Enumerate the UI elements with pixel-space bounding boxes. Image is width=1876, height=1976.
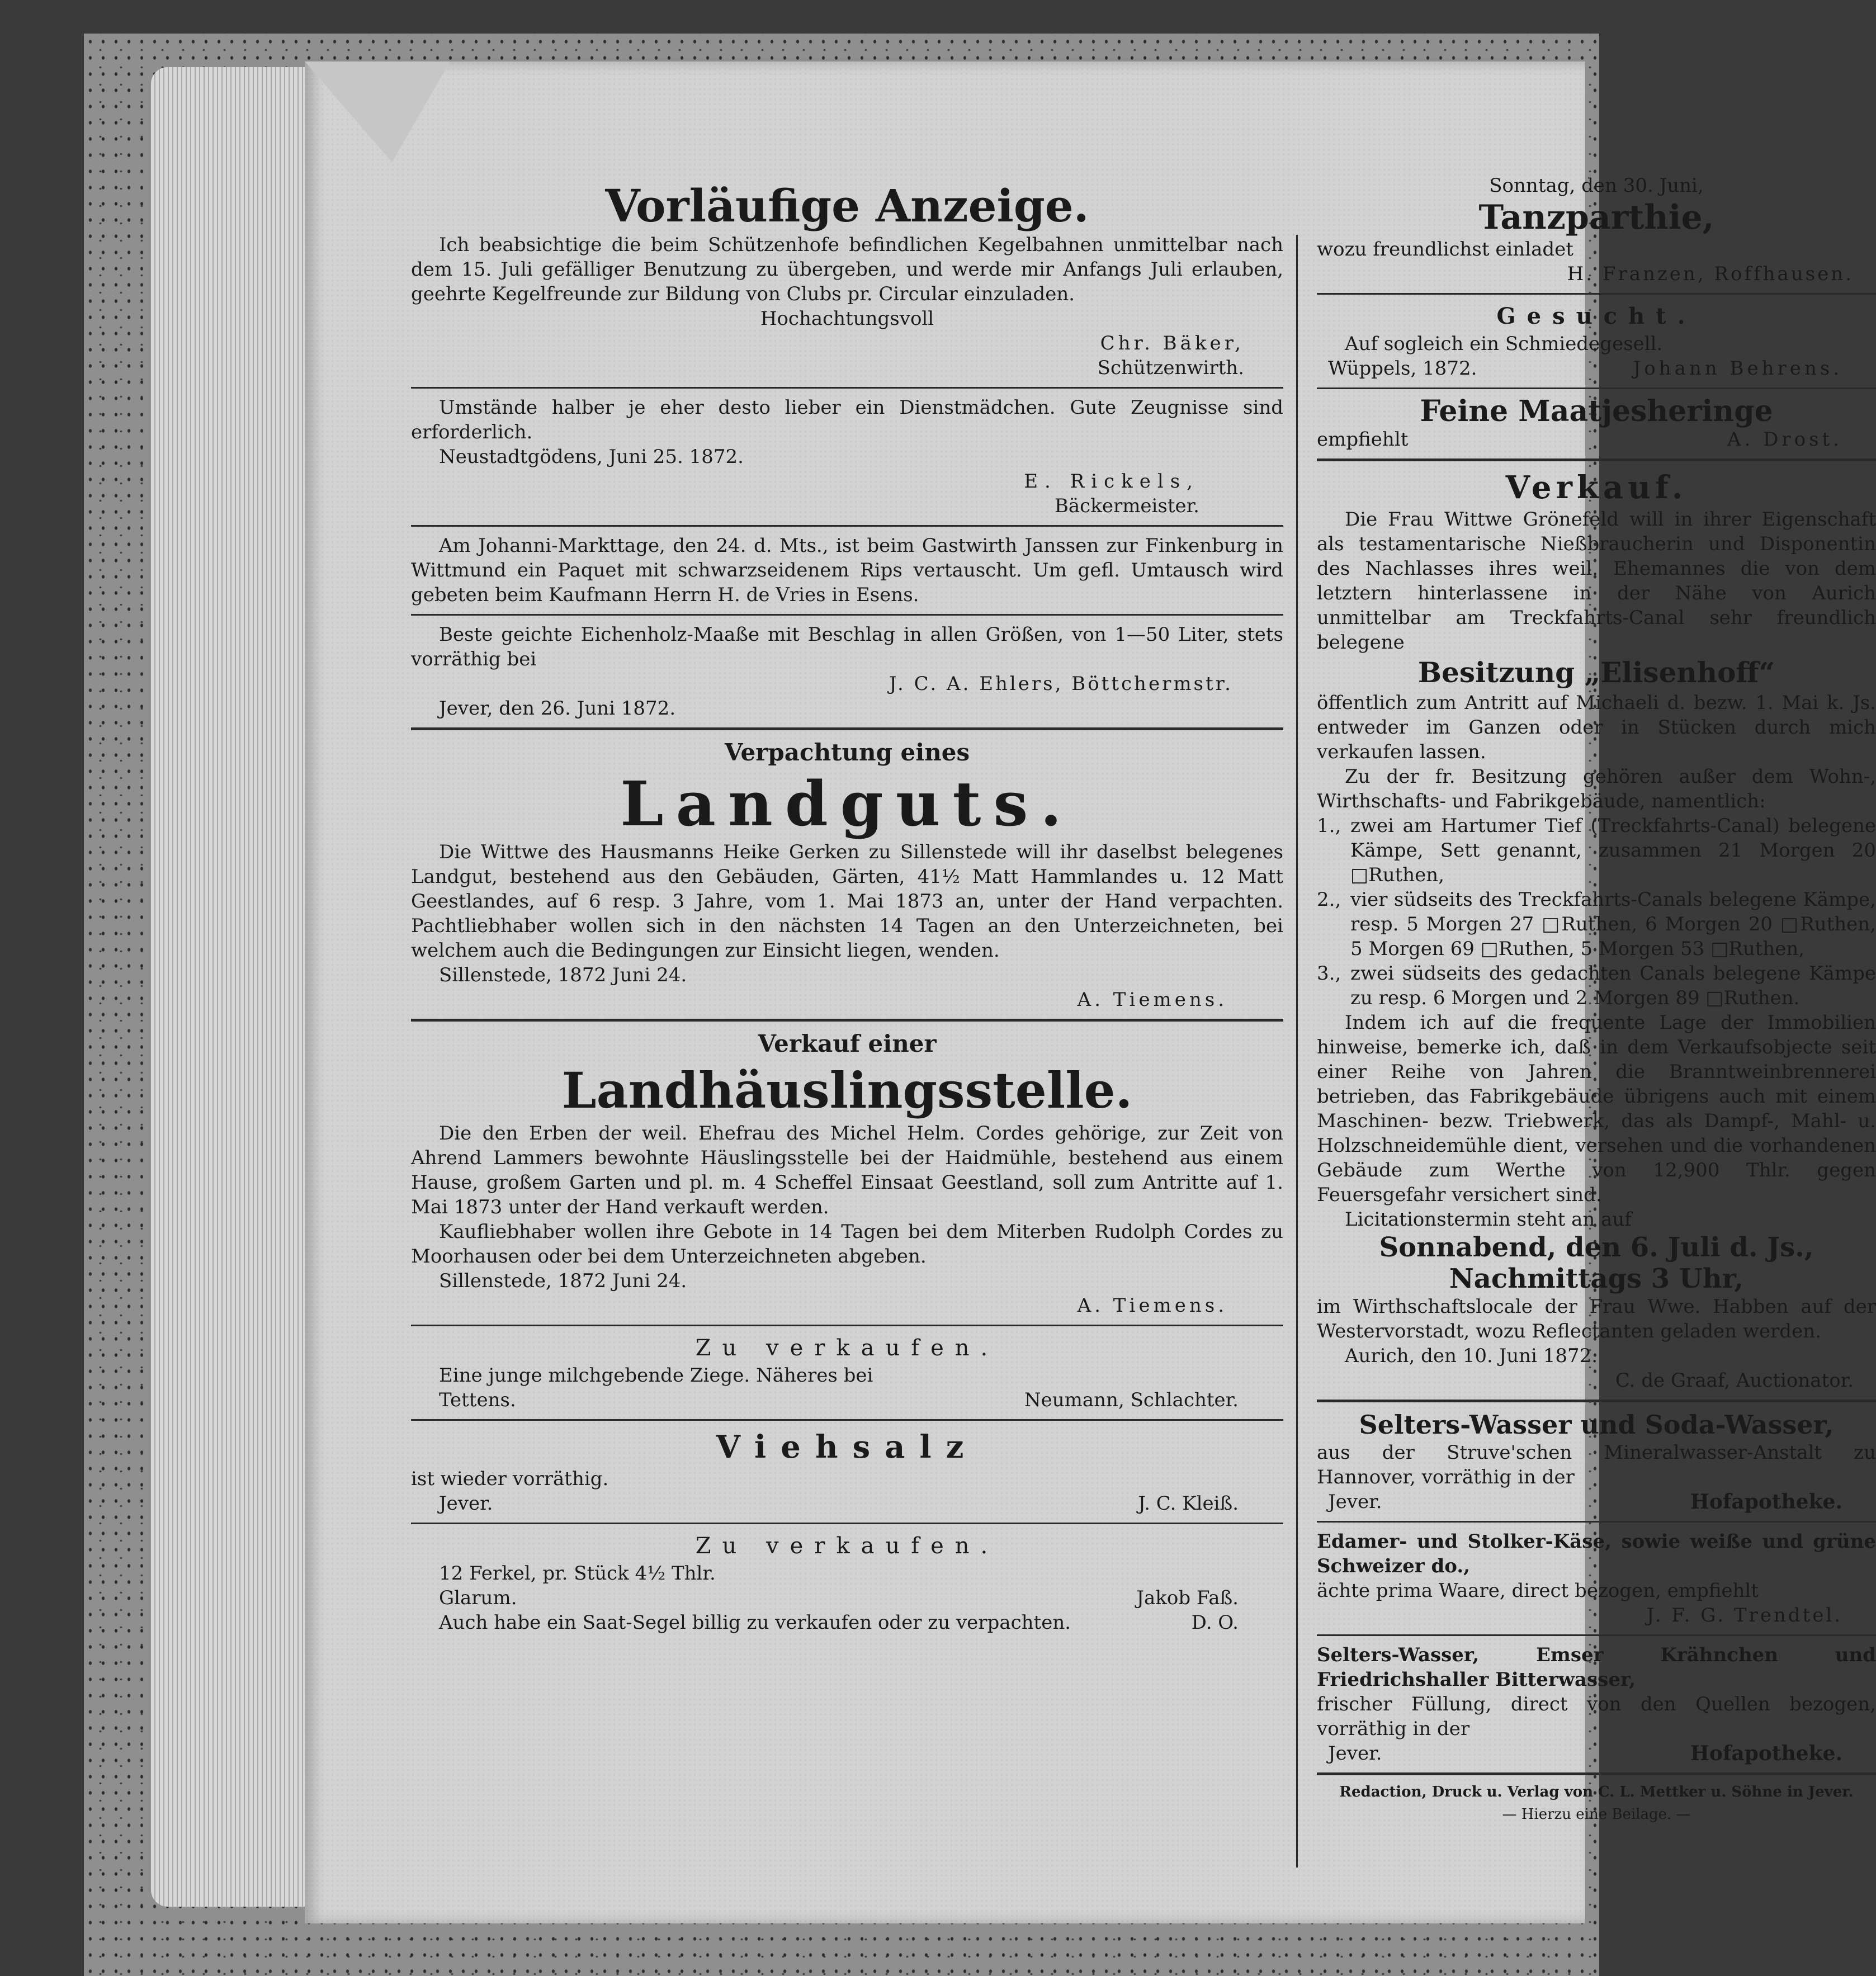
ad-place: Jever.	[1328, 1491, 1382, 1513]
ad-body: Die den Erben der weil. Ehefrau des Michel Helm. Cordes gehörige, zur Zeit von Ahrend Lammers bewohnte Häuslingsstelle bei der Haidmühle, bestehend aus einem Hause, großem Garten und pl. m. 4 Scheffel Einsaat Geestland, soll zum Antritte auf 1. Mai 1873 unter der Hand verkauft werden.	[411, 1122, 1283, 1218]
ad-body: frischer Füllung, direct von den Quellen bezogen, vorräthig in der	[1317, 1693, 1876, 1740]
separator	[411, 614, 1283, 616]
ad-body: Die Frau Wittwe Grönefeld will in ihrer Eigenschaft als testamentarische Nießbraucherin und Disponentin des Nachlasses ihres weil. Ehemannes die von dem letztern hinterlassene in der Nähe von Aurich unmittelbar am Treckfahrts-Canal sehr freundlich belegene	[1317, 508, 1876, 654]
ad-johanni-markt	[411, 533, 1283, 607]
ad-place-date: Neustadtgödens, Juni 25. 1872.	[439, 446, 744, 468]
separator	[1317, 387, 1876, 389]
ad-place-date: Jever, den 26. Juni 1872.	[439, 697, 676, 720]
ad-selters-emser	[1317, 1643, 1876, 1766]
list-item-number: 1.,	[1317, 815, 1341, 837]
ad-body-2: öffentlich zum Antritt auf Michaeli d. bezw. 1. Mai k. Js. entweder im Ganzen oder in Stücken durch mich verkaufen lassen.	[1317, 692, 1876, 763]
ad-signature: J. C. A. Ehlers, Böttchermstr.	[889, 673, 1233, 695]
ad-place: Tettens.	[439, 1389, 516, 1411]
ad-signature: A. Tiemens.	[1077, 1294, 1227, 1317]
list-item-number: 2.,	[1317, 888, 1341, 911]
ad-signature: Jakob Faß.	[1136, 1587, 1239, 1609]
ad-auction-time: Nachmittags 3 Uhr,	[1449, 1263, 1744, 1294]
separator	[411, 1325, 1283, 1326]
ad-body-3: Zu der fr. Besitzung gehören außer dem Wohn-, Wirthschafts- und Fabrikgebäude, namentlich:	[1317, 765, 1876, 812]
ad-title: Zu verkaufen.	[695, 1533, 999, 1559]
column-divider	[1296, 235, 1298, 1868]
ad-maatjesheringe	[1317, 396, 1876, 452]
ad-body-6: im Wirthschaftslocale der Frau Wwe. Habben auf der Westervorstadt, wozu Reflectanten geladen werden.	[1317, 1296, 1876, 1342]
ad-title-large: Landguts.	[620, 768, 1074, 840]
ad-place-date: Aurich, den 10. Juni 1872.	[1345, 1345, 1598, 1367]
ad-body: Umstände halber je eher desto lieber ein Dienstmädchen. Gute Zeugnisse sind erforderlich.	[411, 396, 1283, 443]
ad-signature: J. C. Kleiß.	[1138, 1492, 1239, 1515]
separator	[1317, 458, 1876, 461]
list-item	[1317, 887, 1876, 961]
separator	[411, 1019, 1283, 1022]
ad-tanzparthie	[1317, 173, 1876, 286]
ad-body: ächte prima Waare, direct bezogen, empfiehlt	[1317, 1580, 1759, 1602]
ad-place-date: Sillenstede, 1872 Juni 24.	[439, 964, 687, 986]
ad-estate-name: Besitzung „Elisenhoff“	[1417, 656, 1775, 689]
ad-title: Zu verkaufen.	[695, 1335, 999, 1361]
separator	[411, 1419, 1283, 1421]
ad-verkauf-elisenhoff	[1317, 468, 1876, 1393]
ad-auction-date: Sonnabend, den 6. Juli d. Js.,	[1379, 1232, 1814, 1263]
ad-signature: J. F. G. Trendtel.	[1646, 1604, 1842, 1627]
ad-title: Selters-Wasser, Emser Krähnchen und Friedrichshaller Bitterwasser,	[1317, 1644, 1876, 1691]
ad-landhaeuslingsstelle	[411, 1028, 1283, 1318]
ad-ziege	[411, 1333, 1283, 1412]
ad-body: Ich beabsichtige die beim Schützenhofe befindlichen Kegelbahnen unmittelbar nach dem 15. Juli gefälliger Benutzung zu übergeben, und werde mir Anfangs Juli erlauben, geehrte Kegelfreunde zur Bildung von Clubs pr. Circular einzuladen.	[411, 234, 1283, 305]
ad-date: Sonntag, den 30. Juni,	[1489, 174, 1704, 197]
ad-signature: Hofapotheke.	[1690, 1742, 1842, 1765]
ad-subtitle: wozu freundlichst einladet	[1317, 238, 1573, 261]
ad-maasse	[411, 622, 1283, 721]
ad-title-large: Landhäuslingsstelle.	[561, 1061, 1133, 1119]
separator	[1317, 1400, 1876, 1402]
separator	[411, 1523, 1283, 1524]
ad-title: Verkauf.	[1505, 469, 1688, 506]
ad-body-2: Auch habe ein Saat-Segel billig zu verkaufen oder zu verpachten.	[439, 1611, 1071, 1634]
ad-body: Die Wittwe des Hausmanns Heike Gerken zu Sillenstede will ihr daselbst belegenes Landgut, bestehend aus den Gebäuden, Gärten, 41½ Matt Hammlandes u. 12 Matt Geestlandes, auf 6 resp. 3 Jahre, vom 1. Mai 1873 an, unter der Hand verpachten. Pachtliebhaber wollen sich in den nächsten 14 Tagen an den Unterzeichneten, bei welchem auch die Bedingungen zur Einsicht liegen, wenden.	[411, 841, 1283, 962]
ad-signature-title: Schützenwirth.	[1097, 357, 1244, 379]
ad-signature: Chr. Bäker,	[1100, 332, 1244, 354]
ad-title: Viehsalz	[716, 1429, 979, 1466]
ad-title: Gesucht.	[1496, 303, 1697, 329]
ad-place-date: Sillenstede, 1872 Juni 24.	[439, 1270, 687, 1292]
separator	[411, 387, 1283, 389]
ad-vorlaeufige-anzeige	[411, 179, 1283, 380]
ad-body-4: Indem ich auf die frequente Lage der Immobilien hinweise, bemerke ich, daß in dem Verkaufsobjecte seit einer Reihe von Jahren die Branntweinbrennerei betrieben, das Fabrikgebäude übrigens auch mit einem Maschinen- bezw. Triebwerk, das als Dampf-, Mahl- u. Holzschneidemühle dient, versehen und die vorhandenen Gebäude zum Werthe von 12,900 Thlr. gegen Feuersgefahr versichert sind.	[1317, 1011, 1876, 1206]
left-column	[411, 179, 1283, 1641]
ad-signature: A. Drost.	[1727, 428, 1842, 451]
list-item	[1317, 814, 1876, 887]
ad-body-2: Kaufliebhaber wollen ihre Gebote in 14 Tagen bei dem Miterben Rudolph Cordes zu Moorhausen oder bei dem Unterzeichneten abgeben.	[411, 1221, 1283, 1268]
list-item-text: zwei am Hartumer Tief (Treckfahrts-Canal) belegene Kämpe, Sett genannt, zusammen 21 Morgen 20 □Ruthen,	[1350, 815, 1876, 886]
ad-selters-soda	[1317, 1409, 1876, 1514]
ad-place-date: Wüppels, 1872.	[1328, 357, 1477, 380]
ad-signature-2: D. O.	[1191, 1611, 1239, 1634]
ad-signature: Johann Behrens.	[1633, 357, 1842, 380]
ad-text: empfiehlt	[1317, 428, 1409, 451]
ad-signature: Hofapotheke.	[1690, 1490, 1842, 1514]
ad-dienstmaedchen	[411, 395, 1283, 518]
list-item-number: 3.,	[1317, 962, 1341, 985]
ad-body: aus der Struve'schen Mineralwasser-Anstalt zu Hannover, vorräthig in der	[1317, 1441, 1876, 1488]
ad-gesucht	[1317, 301, 1876, 381]
ad-signature: A. Tiemens.	[1077, 989, 1227, 1011]
newspaper-page	[305, 62, 1876, 1923]
ad-title: Vorläufige Anzeige.	[605, 179, 1089, 232]
ad-title: Feine Maatjesheringe	[1420, 394, 1773, 428]
ad-title: Verpachtung eines	[724, 739, 970, 766]
ad-title: Edamer- und Stolker-Käse, sowie weiße und grüne Schweizer do.,	[1317, 1530, 1876, 1577]
ad-signature: H. Franzen, Roffhausen.	[1567, 263, 1854, 285]
ad-body: Auf sogleich ein Schmiedegesell.	[1345, 333, 1663, 355]
separator	[1317, 1521, 1876, 1523]
ad-place: Glarum.	[439, 1587, 517, 1609]
footer-supplement: — Hierzu eine Beilage. —	[1502, 1806, 1691, 1823]
ad-signature: E. Rickels,	[1024, 470, 1199, 493]
ad-body: ist wieder vorräthig.	[411, 1468, 609, 1490]
separator	[1317, 1772, 1876, 1775]
separator	[411, 727, 1283, 730]
separator	[1317, 293, 1876, 295]
ad-signature: Neumann, Schlachter.	[1024, 1389, 1239, 1411]
footer-imprint: Redaction, Druck u. Verlag von C. L. Mettker u. Söhne in Jever.	[1339, 1784, 1854, 1800]
ad-body: Eine junge milchgebende Ziege. Näheres bei	[439, 1364, 873, 1387]
ad-verpachtung-landguts	[411, 737, 1283, 1012]
list-item	[1317, 961, 1876, 1010]
ad-kaese	[1317, 1529, 1876, 1628]
page-stack-edge	[151, 67, 313, 1907]
ad-viehsalz	[411, 1427, 1283, 1516]
ad-place: Jever.	[439, 1492, 493, 1515]
ad-title: Verkauf einer	[758, 1030, 937, 1057]
ad-signature: C. de Graaf, Auctionator.	[1615, 1369, 1854, 1392]
page-footer	[1317, 1782, 1876, 1824]
ad-signature-title: Bäckermeister.	[1054, 495, 1199, 517]
ad-title: Tanzparthie,	[1478, 198, 1714, 237]
list-item-text: vier südseits des Treckfahrts-Canals belegene Kämpe, resp. 5 Morgen 27 □Ruthen, 6 Morgen 20 □Ruthen, 5 Morgen 69 □Ruthen, 5 Morgen 53 □Ruthen,	[1350, 888, 1876, 960]
ad-body: Beste geichte Eichenholz-Maaße mit Beschlag in allen Größen, von 1—50 Liter, stets vorräthig bei	[411, 623, 1283, 670]
ad-ferkel	[411, 1531, 1283, 1635]
ad-body: 12 Ferkel, pr. Stück 4½ Thlr.	[439, 1562, 716, 1585]
ad-title: Selters-Wasser und Soda-Wasser,	[1359, 1410, 1834, 1440]
separator	[411, 525, 1283, 527]
ad-closing: Hochachtungsvoll	[760, 308, 934, 330]
ad-place: Jever.	[1328, 1742, 1382, 1765]
separator	[1317, 1634, 1876, 1636]
ad-body: Am Johanni-Markttage, den 24. d. Mts., ist beim Gastwirth Janssen zur Finkenburg in Wittmund ein Paquet mit schwarzseidenem Rips vertauscht. Um gefl. Umtausch wird gebeten beim Kaufmann Herrn H. de Vries in Esens.	[411, 535, 1283, 606]
right-column	[1317, 173, 1876, 1824]
ad-body-5: Licitationstermin steht an auf	[1345, 1208, 1632, 1231]
torn-corner	[305, 62, 450, 162]
list-item-text: zwei südseits des gedachten Canals belegene Kämpe zu resp. 6 Morgen und 2 Morgen 89 □Ruthen.	[1350, 962, 1876, 1009]
